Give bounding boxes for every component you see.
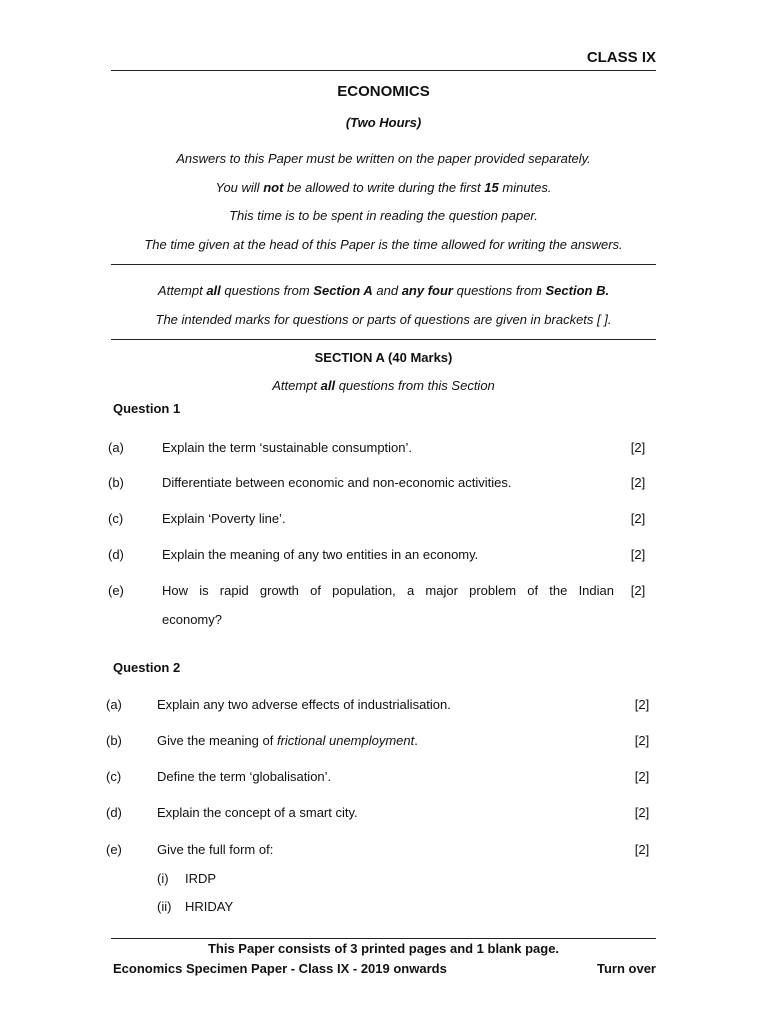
class-label: CLASS IX — [586, 49, 656, 66]
paper-name: Economics Specimen Paper - Class IX - 2019 onwards — [113, 961, 447, 976]
section-a-heading: SECTION A (40 Marks) — [314, 350, 453, 365]
header-rule — [111, 70, 656, 71]
instruction-2: You will not be allowed to write during the first 15 minutes. — [215, 180, 552, 195]
exam-page: CLASS IX ECONOMICS (Two Hours) Answers to this Paper must be written on the paper provided separately. You will not be allowed to write during the first 15 minutes. This time is to be spent in reading the question paper. The time given at the head of this Paper is the time allowed for writing the answers. Attempt all questions from Section A and any four questions from Section B. The intended marks for questions or parts of questions are given in brackets [ ]. SECTION A (40 Marks) Attempt all questions from this Section Question 1 (a) Explain the term ‘sustainable consumption’. [2] (b) Differentiate between economic and non-economic activities. [2] (c) Explain ‘Poverty line’. [2] (d) Explain the meaning of any two entities in an economy. [2] (e) How is rapid growth of population, a major problem of the Indian economy? [2] Question 2 (a) Explain any two adverse effects of industrialisation. [2] (b) Give the meaning of frictional unemployment. [2] (c) Define the term ‘globalisation’. [2] (d) Explain the concept of a smart city. [2] (e) Give the full form of: [2] (i) IRDP (ii) HRIDAY This Paper consists of 3 printed pages and 1 blank page. Economics Specimen Paper - Class IX - 2019 onwards Turn over — [106, 49, 656, 976]
attempt-note: Attempt all questions from Section A and any four questions from Section B. — [157, 283, 610, 298]
footer-rule — [111, 938, 656, 939]
instruction-3: This time is to be spent in reading the question paper. — [229, 208, 538, 223]
question-2-title: Question 2 — [113, 660, 181, 675]
turn-over-label: Turn over — [597, 961, 656, 976]
instruction-1: Answers to this Paper must be written on the paper provided separately. — [176, 151, 591, 166]
pages-note: This Paper consists of 3 printed pages and 1 blank page. — [207, 941, 560, 956]
instruction-4: The time given at the head of this Paper is the time allowed for writing the answers. — [144, 237, 623, 252]
section-rule — [111, 339, 656, 340]
paper-title: ECONOMICS — [337, 83, 430, 100]
paper-duration: (Two Hours) — [345, 115, 422, 130]
section-a-instruction: Attempt all questions from this Section — [272, 378, 495, 393]
instructions-rule — [111, 264, 656, 265]
question-1-title: Question 1 — [113, 401, 181, 416]
marks-note: The intended marks for questions or parts of questions are given in brackets [ ]. — [155, 312, 612, 327]
